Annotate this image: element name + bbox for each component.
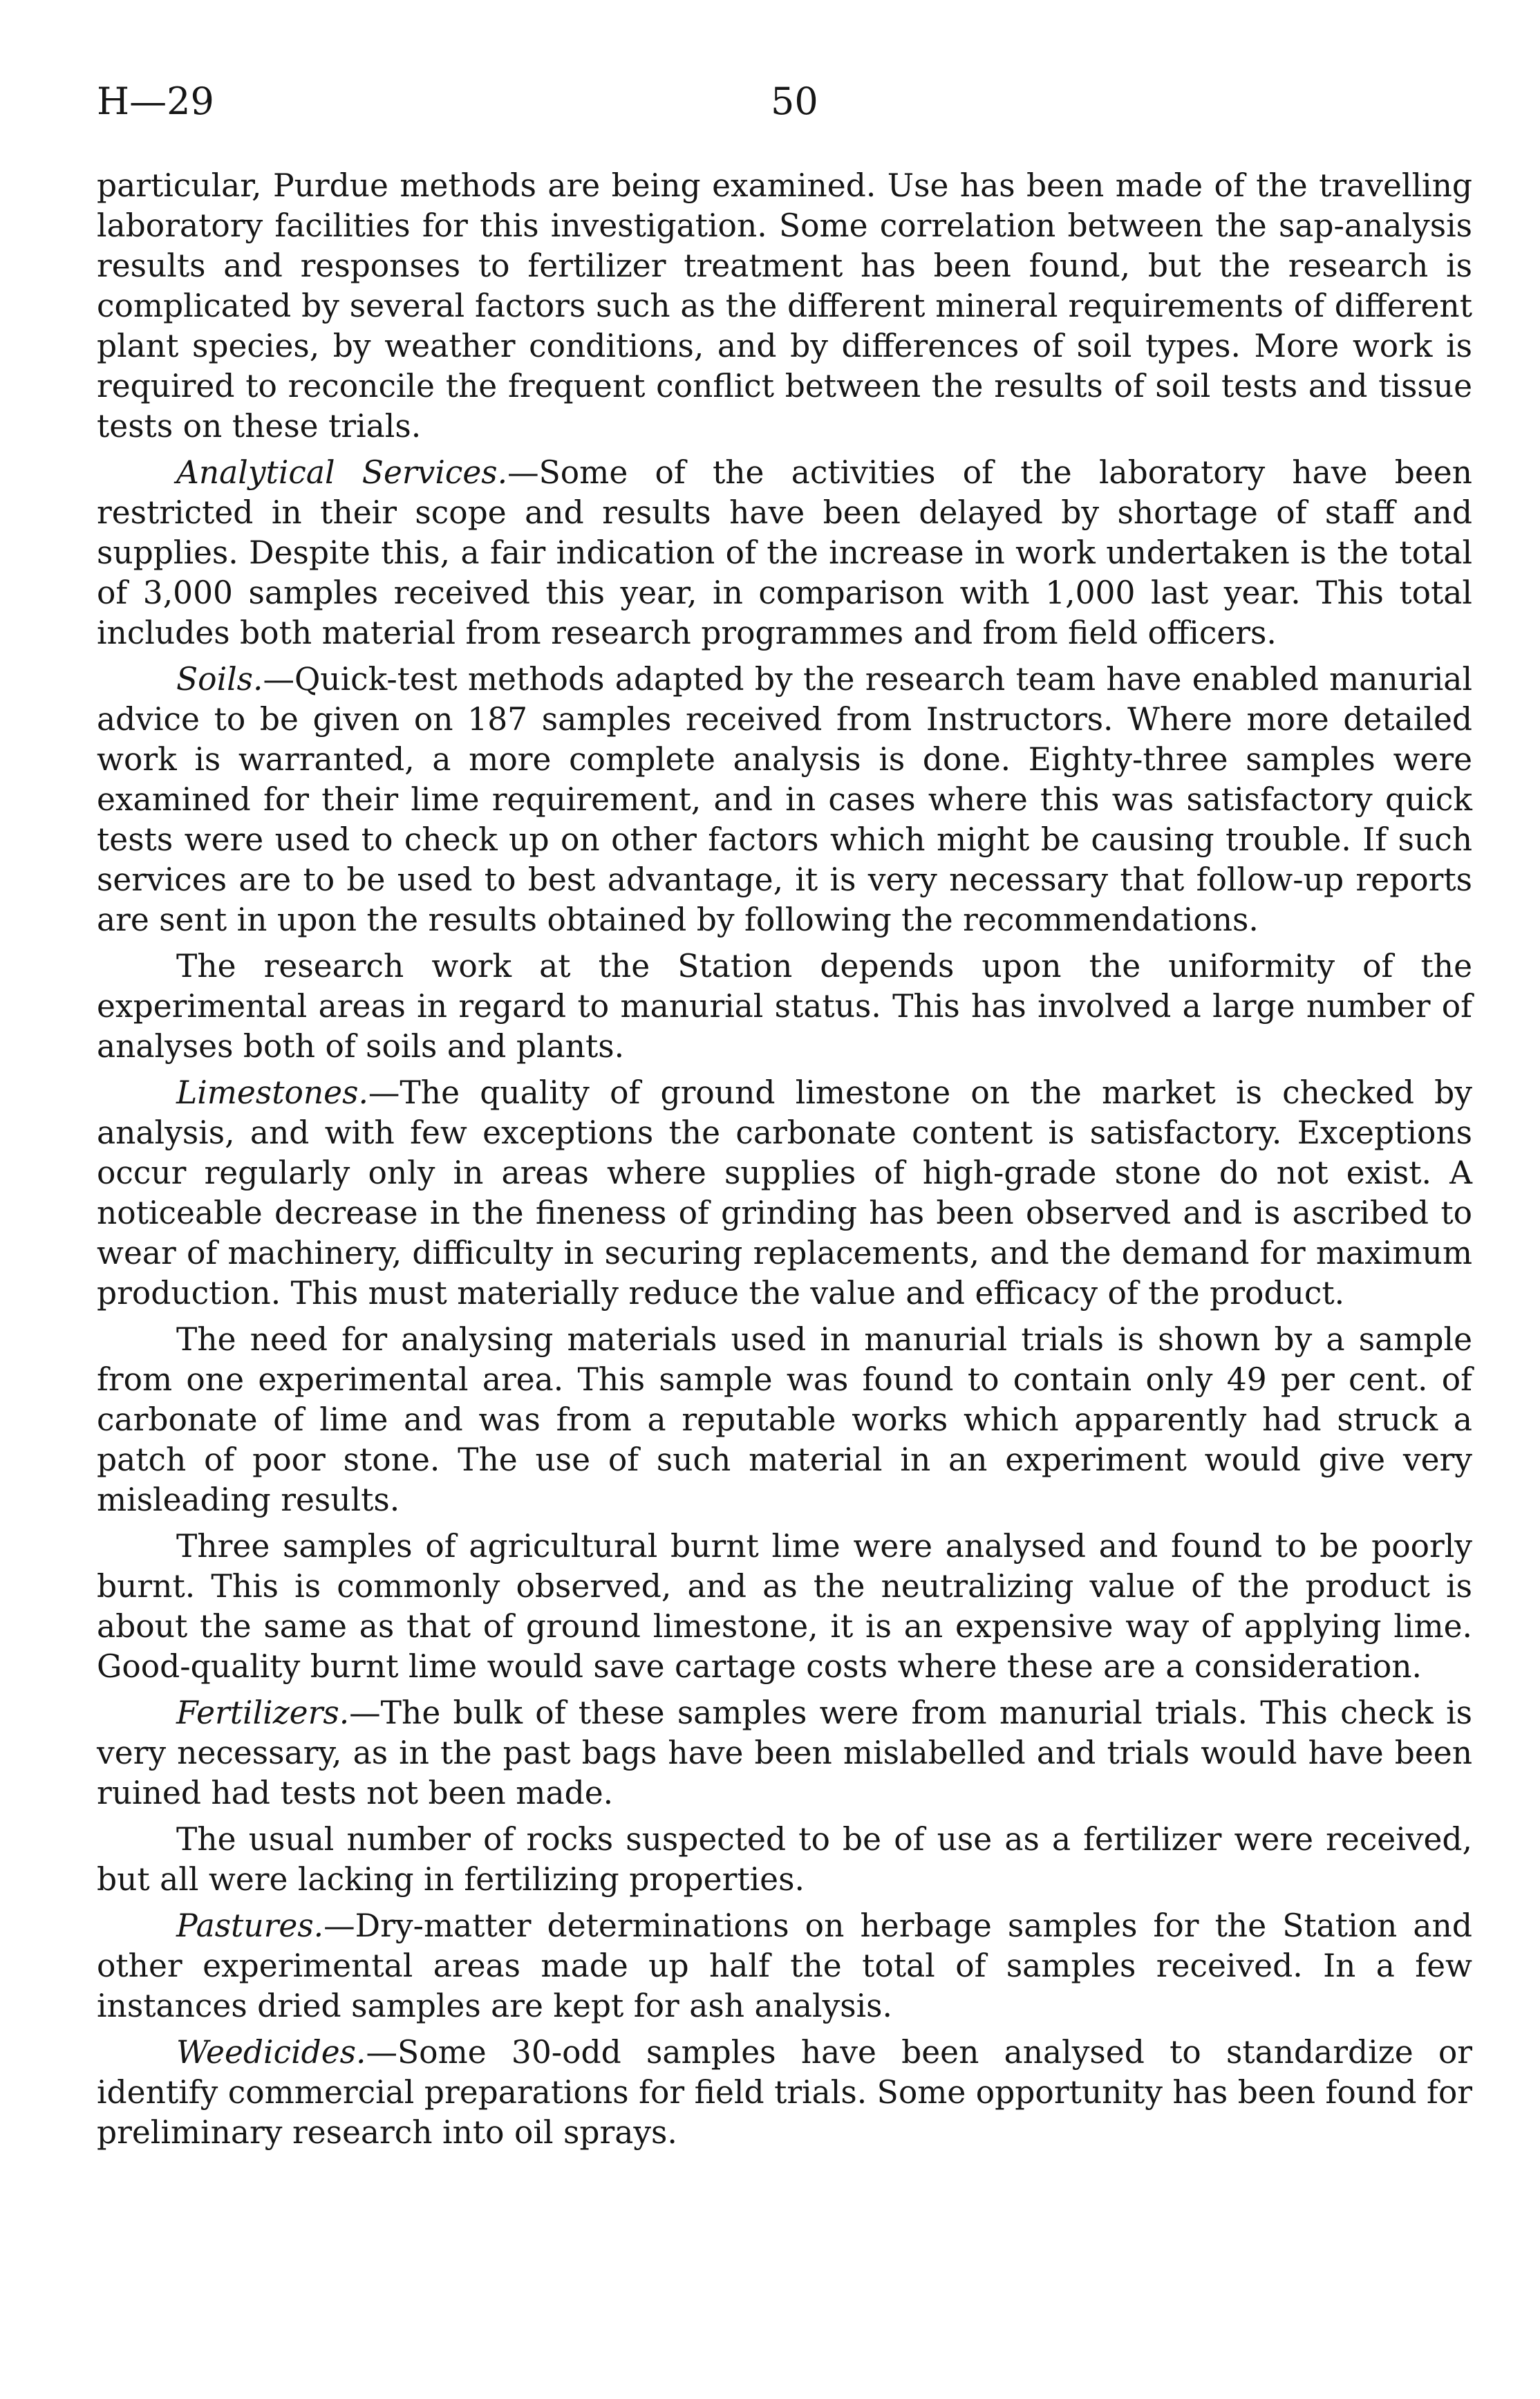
section-heading: Limestones. — [176, 1074, 368, 1111]
paragraph-analytical-services — [97, 453, 1472, 653]
paragraph-burnt-lime — [97, 1527, 1472, 1687]
section-heading: Weedicides. — [176, 2034, 366, 2071]
paragraph-text: —Quick-test methods adapted by the research team have enabled manurial advice to be given on 187 samples received from Instructors. Where more detailed work is warranted, a more complete analysis is done. Eighty-three samples were examined for their lime requirement, and in cases where this was satisfactory quick tests were used to check up on other factors which might be causing trouble. If such services are to be used to best advantage, it is very necessary that follow-up reports are sent in upon the results obtained by following the recommendations. — [97, 661, 1472, 938]
paragraph-soils — [97, 660, 1472, 940]
paragraph-text: —Some of the activities of the laboratory have been restricted in their scope and results have been delayed by shortage of staff and supplies. Despite this, a fair indication of the increase in work undertaken is the total of 3,000 samples received this year, in comparison with 1,000 last year. This total includes both material from research programmes and from field officers. — [97, 454, 1472, 651]
paragraph-text: The research work at the Station depends upon the uniformity of the experimental areas in regard to manurial status. This has involved a large number of analyses both of soils and plants. — [97, 948, 1472, 1065]
document-page — [97, 76, 1472, 2151]
paragraph-limestones — [97, 1073, 1472, 1314]
section-heading: Soils. — [176, 661, 263, 698]
paragraph-pastures — [97, 1906, 1472, 2026]
section-heading: Fertilizers. — [176, 1695, 350, 1731]
page-header — [97, 76, 1472, 138]
paragraph-text: particular, Purdue methods are being examined. Use has been made of the travelling laboratory facilities for this investigation. Some correlation between the sap-analysis results and responses to fertilizer treatment has been found, but the research is complicated by several factors such as the different mineral requirements of different plant species, by weather conditions, and by differences of soil types. More work is required to reconcile the frequent conflict between the results of soil tests and tissue tests on these trials. — [97, 167, 1472, 445]
paragraph-continuation — [97, 166, 1472, 447]
paragraph-text: Three samples of agricultural burnt lime were analysed and found to be poorly burnt. This is commonly observed, and as the neutralizing value of the product is about the same as that of ground limestone, it is an expensive way of applying lime. Good-quality burnt lime would save cartage costs where these are a consideration. — [97, 1528, 1472, 1685]
paragraph-text: —Dry-matter determinations on herbage samples for the Station and other experimental areas made up half the total of samples received. In a few instances dried samples are kept for ash analysis. — [97, 1907, 1472, 2024]
paragraph-fertilizers — [97, 1693, 1472, 1813]
paragraph-text: The need for analysing materials used in manurial trials is shown by a sample from one experimental area. This sample was found to contain only 49 per cent. of carbonate of lime and was from a reputable works which apparently had struck a patch of poor stone. The use of such material in an experiment would give very misleading results. — [97, 1321, 1472, 1518]
paragraph-text: —The bulk of these samples were from manurial trials. This check is very necessary, as in the past bags have been mislabelled and trials would have been ruined had tests not been made. — [97, 1695, 1472, 1811]
page-number: 50 — [771, 80, 818, 123]
paragraph-text: —The quality of ground limestone on the market is checked by analysis, and with few exceptions the carbonate content is satisfactory. Exceptions occur regularly only in areas where supplies of high-grade stone do not exist. A noticeable decrease in the fineness of grinding has been observed and is ascribed to wear of machinery, difficulty in securing replacements, and the demand for maximum production. This must materially reduce the value and efficacy of the product. — [97, 1074, 1472, 1311]
body-text — [97, 166, 1472, 2153]
paragraph-text: —Some 30-odd samples have been analysed to standardize or identify commercial preparations for field trials. Some opportunity has been found for preliminary research into oil sprays. — [97, 2034, 1472, 2151]
section-heading: Analytical Services. — [176, 454, 508, 491]
paragraph-text: The usual number of rocks suspected to be of use as a fertilizer were received, but all were lacking in fertilizing properties. — [97, 1821, 1472, 1898]
paragraph-rocks — [97, 1820, 1472, 1900]
paragraph-weedicides — [97, 2033, 1472, 2153]
section-heading: Pastures. — [176, 1907, 324, 1944]
paragraph-research-uniformity — [97, 946, 1472, 1067]
paragraph-analysing-need — [97, 1320, 1472, 1520]
parliamentary-paper-reference: H—29 — [97, 80, 214, 123]
